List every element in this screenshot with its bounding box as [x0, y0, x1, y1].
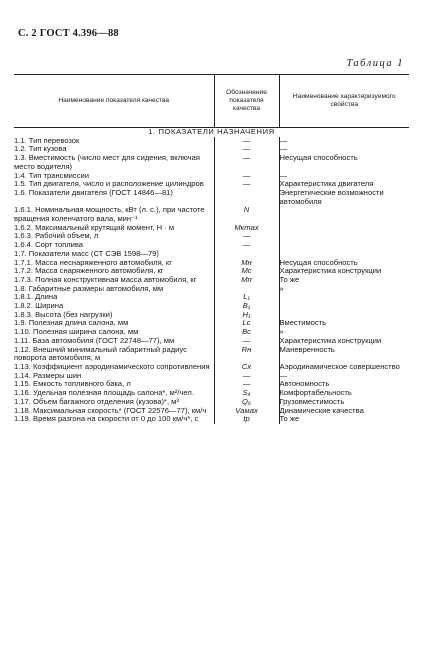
indicator-symbol-cell: Vамах [214, 407, 279, 416]
indicator-symbol-cell: Mп [214, 276, 279, 285]
indicator-name-cell: 1.5. Тип двигателя, число и расположение цилиндров [14, 179, 204, 189]
characterized-property-cell: Грузовместимость [279, 396, 345, 406]
indicators-table [14, 74, 409, 424]
indicator-name-cell: 1.7.1. Масса неснаряженного автомобиля, кг [14, 257, 172, 267]
indicator-name-cell: 1.3. Вместимость (число мест для сидения, включая место водителя) [14, 153, 200, 171]
indicator-name-cell: 1.8.1. Длина [14, 292, 58, 302]
characterized-property-cell [279, 224, 409, 233]
indicator-name-cell: 1.13. Коэффициент аэродинамического сопротивления [14, 361, 210, 371]
table-row [14, 206, 409, 223]
characterized-property-cell: Динамические качества [279, 405, 364, 415]
table-row [14, 137, 409, 146]
indicator-name-cell: 1.6.4. Сорт топлива [14, 240, 84, 250]
indicator-name-cell: 1.7.2. Масса снаряженного автомобиля, кг [14, 266, 164, 276]
characterized-property-cell: — [279, 135, 288, 145]
table-row [14, 154, 409, 171]
characterized-property-cell [279, 232, 409, 241]
column-header-indicator-symbol: Обозначение показателя качества [214, 75, 279, 128]
characterized-property-cell: Комфортабельность [279, 388, 352, 398]
indicator-name-cell: 1.15. Емкость топливного бака, л [14, 379, 131, 389]
characterized-property-cell: Автономность [279, 379, 330, 389]
characterized-property-cell: Энергетические возможности автомобиля [279, 187, 384, 206]
table-row [14, 415, 409, 424]
indicator-symbol-cell: — [214, 372, 279, 381]
indicator-symbol-cell: L₁ [214, 293, 279, 302]
indicator-name-cell: 1.8. Габаритные размеры автомобиля, мм [14, 283, 164, 293]
indicator-symbol-cell: N [214, 206, 279, 223]
indicator-name-cell: 1.4. Тип трансмиссии [14, 170, 89, 180]
indicator-symbol-cell: Rн [214, 346, 279, 363]
indicator-name-cell: 1.7.3. Полная конструктивная масса автомобиля, кг [14, 274, 197, 284]
indicator-name-cell: 1.9. Полезная длина салона, мм [14, 318, 129, 328]
characterized-property-cell [279, 302, 409, 311]
indicator-name-cell: 1.1. Тип перевозок [14, 135, 80, 145]
indicator-symbol-cell: — [214, 232, 279, 241]
indicator-symbol-cell: Mс [214, 267, 279, 276]
indicator-name-cell: 1.19. Время разгона на скорости от 0 до 100 км/ч*, с [14, 414, 199, 424]
indicators-table-wrap [14, 74, 409, 424]
indicator-name-cell: 1.8.3. Высота (без нагрузки) [14, 309, 113, 319]
indicator-symbol-cell: — [214, 172, 279, 181]
table-row [14, 293, 409, 302]
indicator-name-cell: 1.6.2. Максимальный крутящий момент, Н · м [14, 222, 175, 232]
characterized-property-cell: Несущая способность [279, 257, 358, 267]
indicator-name-cell: 1.16. Удельная полезная площадь салона*, м²/чел. [14, 388, 194, 398]
indicator-symbol-cell: Mкmax [214, 224, 279, 233]
characterized-property-cell: » [279, 327, 284, 337]
column-header-indicator-name: Наименование показателя качества [14, 75, 214, 128]
indicator-name-cell: 1.17. Объем багажного отделения (кузова)*, м³ [14, 396, 179, 406]
indicator-symbol-cell: — [214, 337, 279, 346]
table-header-row [14, 75, 409, 128]
page-header: С. 2 ГОСТ 4.396—88 [18, 28, 119, 39]
characterized-property-cell [279, 293, 409, 302]
indicator-symbol-cell: Cх [214, 363, 279, 372]
indicator-symbol-cell: Bс [214, 328, 279, 337]
table-label: Таблица 1 [346, 58, 404, 69]
characterized-property-cell: Характеристика конструкции [279, 266, 382, 276]
indicator-symbol-cell: Mн [214, 259, 279, 268]
indicator-name-cell: 1.18. Максимальная скорость* (ГОСТ 22576—77), км/ч [14, 405, 207, 415]
indicator-symbol-cell: — [214, 380, 279, 389]
table-row [14, 189, 409, 206]
indicator-name-cell: 1.12. Внешний минимальный габаритный радиус поворота автомобиля, м [14, 344, 187, 363]
characterized-property-cell: Аэродинамическое совершенство [279, 361, 400, 371]
indicator-symbol-cell [214, 189, 279, 206]
indicator-name-cell: 1.14. Размеры шин [14, 370, 82, 380]
characterized-property-cell: — [279, 170, 288, 180]
indicator-name-cell: 1.6. Показатели двигателя (ГОСТ 14846—81) [14, 187, 173, 197]
characterized-property-cell: Вместимость [279, 318, 327, 328]
column-header-property-name: Наименование характеризуемого свойства [279, 75, 409, 128]
indicator-name-cell: 1.6.1. Номинальная мощность, кВт (л. с.), при частоте вращения коленчатого вала, мин⁻¹ [14, 205, 205, 224]
characterized-property-cell: Несущая способность [279, 153, 358, 163]
indicator-name-cell: 1.8.2. Ширина [14, 301, 64, 311]
characterized-property-cell: То же [279, 274, 300, 284]
characterized-property-cell: » [279, 283, 284, 293]
characterized-property-cell: То же [279, 414, 300, 424]
indicator-symbol-cell: Q₆ [214, 398, 279, 407]
indicator-name-cell: 1.10. Полезная ширина салона, мм [14, 327, 139, 337]
indicator-name-cell: 1.7. Показатели масс (СТ СЭВ 1598—79) [14, 248, 159, 258]
indicator-symbol-cell: — [214, 241, 279, 250]
indicator-symbol-cell: tр [214, 415, 279, 424]
indicator-name-cell: 1.6.3. Рабочий объем, л [14, 231, 99, 241]
characterized-property-cell: — [279, 144, 288, 154]
characterized-property-cell: — [279, 370, 288, 380]
indicator-name-cell: 1.11. База автомобиля (ГОСТ 22748—77), мм [14, 335, 175, 345]
section-title: 1. ПОКАЗАТЕЛИ НАЗНАЧЕНИЯ [148, 127, 275, 136]
indicator-symbol-cell: — [214, 180, 279, 189]
characterized-property-cell: Характеристика конструкции [279, 335, 382, 345]
characterized-property-cell: Характеристика двигателя [279, 179, 374, 189]
characterized-property-cell [279, 206, 409, 223]
indicator-symbol-cell: Lс [214, 319, 279, 328]
indicator-symbol-cell: — [214, 154, 279, 171]
characterized-property-cell: Маневренность [279, 344, 335, 354]
table-row [14, 285, 409, 294]
indicator-name-cell: 1.2. Тип кузова [14, 144, 67, 154]
indicator-symbol-cell: H₁ [214, 311, 279, 320]
indicator-symbol-cell: B₁ [214, 302, 279, 311]
indicator-symbol-cell: — [214, 145, 279, 154]
indicator-symbol-cell: — [214, 137, 279, 146]
indicator-symbol-cell: S₄ [214, 389, 279, 398]
characterized-property-cell [279, 241, 409, 250]
table-row [14, 346, 409, 363]
